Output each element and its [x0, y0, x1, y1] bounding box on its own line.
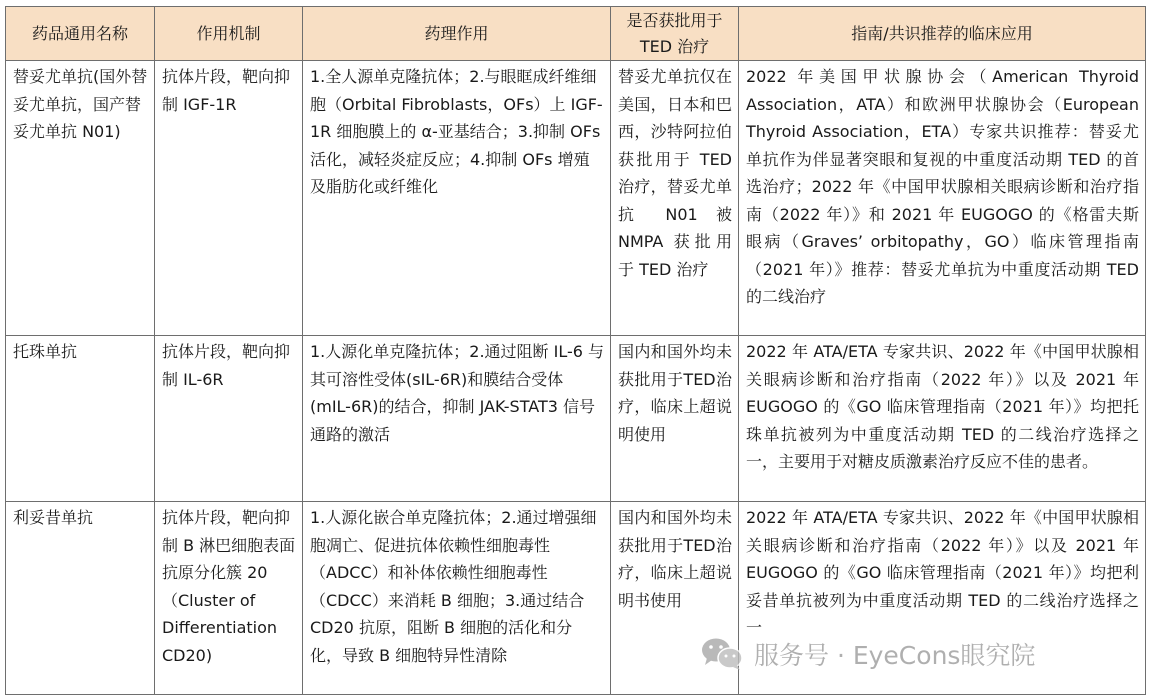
cell-approval: 替妥尤单抗仅在美国，日本和巴西，沙特阿拉伯获批用于 TED 治疗，替妥尤单抗 N01 被 NMPA 获批用于 TED 治疗 — [611, 61, 739, 336]
wechat-icon — [700, 636, 744, 672]
cell-guideline: 2022 年 ATA/ETA 专家共识、2022 年《中国甲状腺相关眼病诊断和治疗指南（2022 年）》以及 2021 年 EUGOGO 的《GO 临床管理指南（2021 年）》均把托珠单抗被列为中重度活动期 TED 的二线治疗选择之一，主要用于对糖皮质激素治疗反应不佳的患者。 — [739, 336, 1146, 502]
cell-pharmacology: 1.全人源单克隆抗体；2.与眼眶成纤维细胞（Orbital Fibroblasts，OFs）上 IGF-1R 细胞膜上的 α-亚基结合；3.抑制 OFs 活化，减轻炎症反应；4.抑制 OFs 增殖及脂肪化或纤维化 — [303, 61, 611, 336]
cell-approval: 国内和国外均未获批用于TED治疗，临床上超说明书使用 — [611, 502, 739, 695]
header-mechanism: 作用机制 — [155, 7, 303, 61]
cell-approval: 国内和国外均未获批用于TED治疗，临床上超说明使用 — [611, 336, 739, 502]
cell-drug-name: 替妥尤单抗(国外替妥尤单抗，国产替妥尤单抗 N01) — [6, 61, 155, 336]
cell-guideline: 2022 年美国甲状腺协会（American Thyroid Association，ATA）和欧洲甲状腺协会（European Thyroid Association，ETA）专家共识推荐：替妥尤单抗作为伴显著突眼和复视的中重度活动期 TED 的首选治疗；2022 年《中国甲状腺相关眼病诊断和治疗指南（2022 年）》和 2021 年 EUGOGO 的《格雷夫斯眼病（Graves’ orbitopathy，GO）临床管理指南（2021 年）》推荐：替妥尤单抗为中重度活动期 TED 的二线治疗 — [739, 61, 1146, 336]
header-drug-name: 药品通用名称 — [6, 7, 155, 61]
cell-mechanism: 抗体片段，靶向抑制 IGF-1R — [155, 61, 303, 336]
table-row — [6, 336, 1146, 502]
table-row — [6, 61, 1146, 336]
table-header-row — [6, 7, 1146, 61]
cell-guideline: 2022 年 ATA/ETA 专家共识、2022 年《中国甲状腺相关眼病诊断和治疗指南（2022 年）》以及 2021 年 EUGOGO 的《GO 临床管理指南（2021 年）》均把利妥昔单抗被列为中重度活动期 TED 的二线治疗选择之一 — [739, 502, 1146, 695]
cell-mechanism: 抗体片段，靶向抑制 IL-6R — [155, 336, 303, 502]
header-guideline: 指南/共识推荐的临床应用 — [739, 7, 1146, 61]
watermark — [700, 636, 1035, 672]
cell-mechanism: 抗体片段，靶向抑制 B 淋巴细胞表面抗原分化簇 20（Cluster of Differentiation CD20) — [155, 502, 303, 695]
cell-drug-name: 利妥昔单抗 — [6, 502, 155, 695]
drug-comparison-table — [5, 6, 1146, 695]
cell-drug-name: 托珠单抗 — [6, 336, 155, 502]
header-pharmacology: 药理作用 — [303, 7, 611, 61]
watermark-text: 服务号 · EyeCons眼究院 — [754, 641, 1036, 670]
header-approval: 是否获批用于 TED 治疗 — [611, 7, 739, 61]
cell-pharmacology: 1.人源化嵌合单克隆抗体；2.通过增强细胞凋亡、促进抗体依赖性细胞毒性（ADCC）和补体依赖性细胞毒性（CDCC）来消耗 B 细胞；3.通过结合 CD20 抗原，阻断 B 细胞的活化和分化，导致 B 细胞特异性清除 — [303, 502, 611, 695]
cell-pharmacology: 1.人源化单克隆抗体；2.通过阻断 IL-6 与其可溶性受体(sIL-6R)和膜结合受体(mIL-6R)的结合，抑制 JAK-STAT3 信号通路的激活 — [303, 336, 611, 502]
